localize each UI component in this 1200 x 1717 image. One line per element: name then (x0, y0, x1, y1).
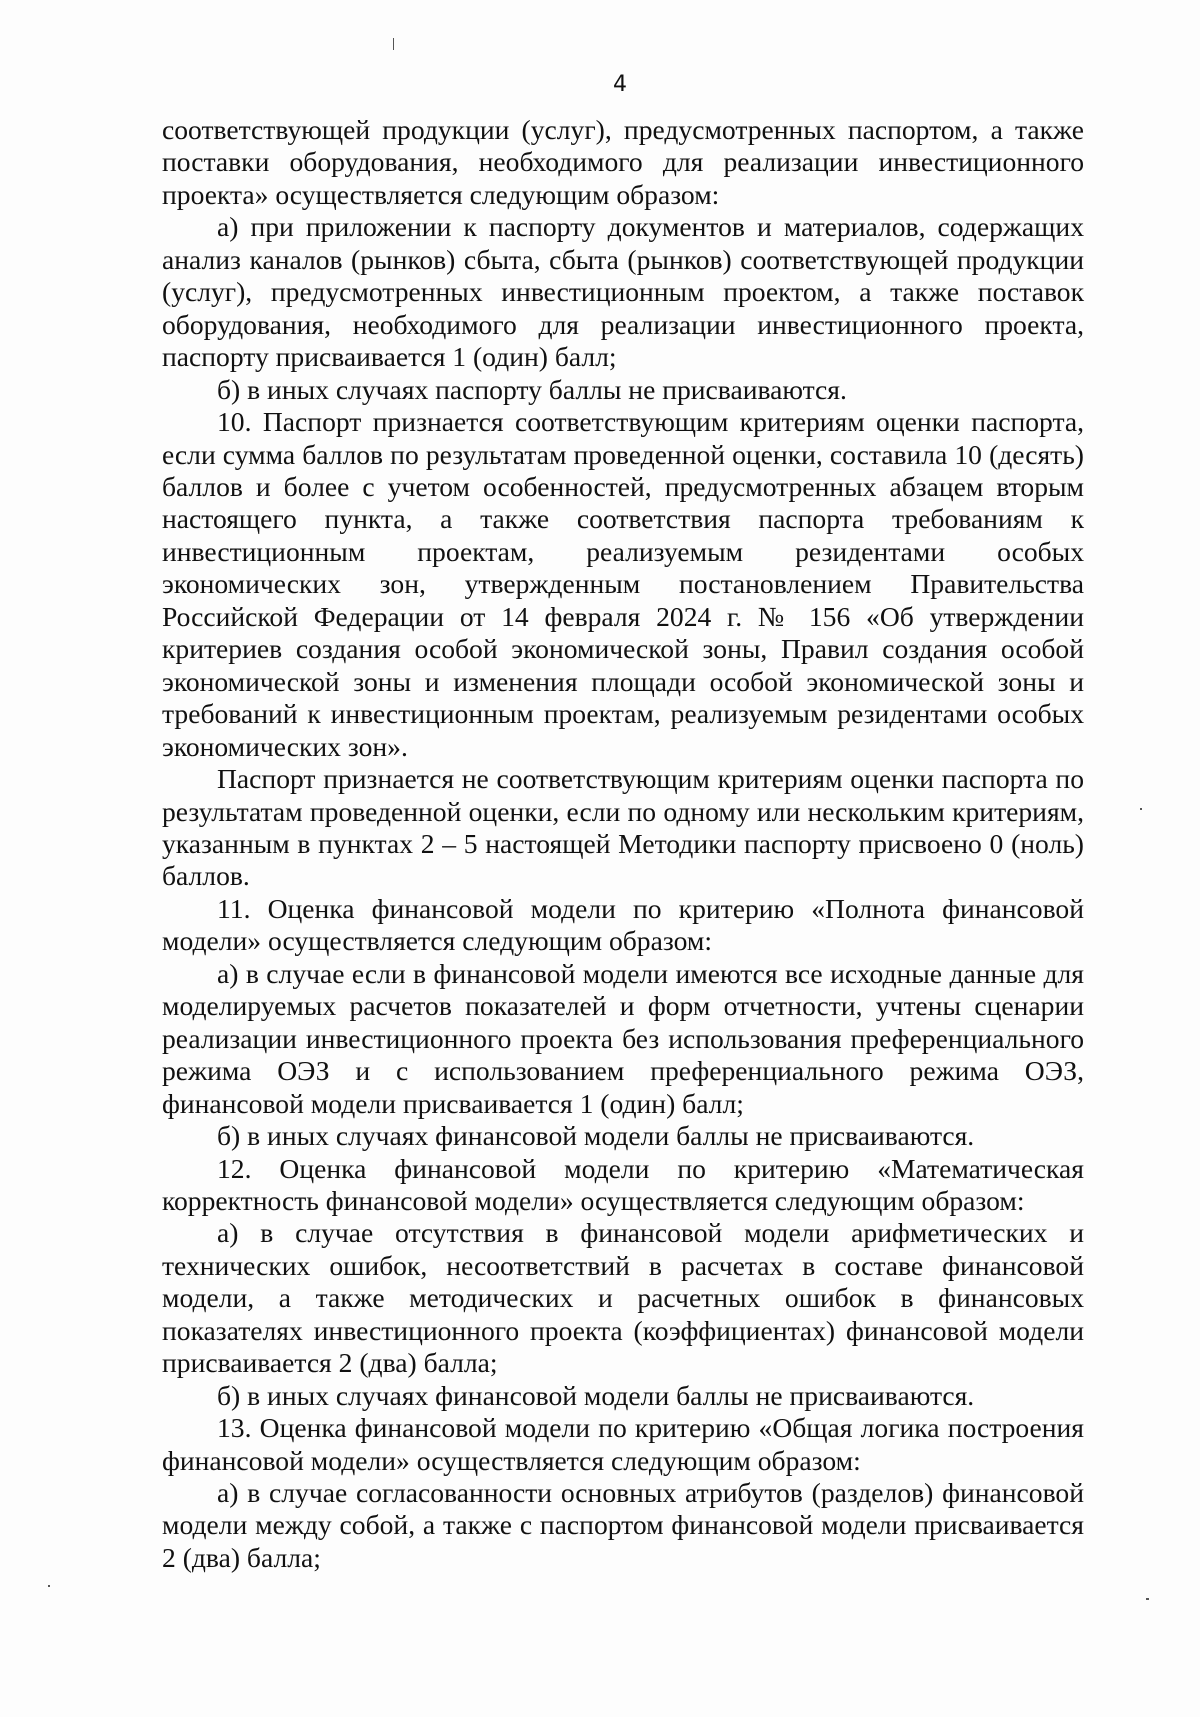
paragraph: б) в иных случаях финансовой модели баллы не присваиваются. (217, 1379, 975, 1411)
paragraph: а) в случае отсутствия в финансовой модели арифметических и технических ошибок, несоответствий в расчетах в составе финансовой модели, а также методических и расчетных ошибок в финансовых показателях инвестиционного проекта (коэффициентах) финансовой модели присваивается 2 (два) балла; (162, 1217, 1084, 1379)
paragraph: соответствующей продукции (услуг), предусмотренных паспортом, а также поставки оборудования, необходимого для реализации инвестиционного проекта» осуществляется следующим образом: (162, 114, 1084, 210)
paragraph: б) в иных случаях финансовой модели баллы не присваиваются. (217, 1120, 975, 1152)
scan-speck (48, 1585, 50, 1587)
scan-speck (1146, 1598, 1149, 1600)
scan-speck (393, 38, 394, 50)
paragraph: Паспорт признается не соответствующим критериям оценки паспорта по результатам проведенной оценки, если по одному или нескольким критериям, указанным в пунктах 2 – 5 настоящей Методики паспорту присвоено 0 (ноль) баллов. (162, 763, 1084, 892)
scan-speck (1140, 808, 1142, 810)
paragraph: а) при приложении к паспорту документов и материалов, содержащих анализ каналов (рынков) сбыта, сбыта (рынков) соответствующей продукции (услуг), предусмотренных инвестиционным проектом, а также поставок оборудования, необходимого для реализации инвестиционного проекта, паспорту присваивается 1 (один) балл; (162, 211, 1084, 373)
paragraph: 13. Оценка финансовой модели по критерию «Общая логика построения финансовой модели» осуществляется следующим образом: (162, 1412, 1084, 1476)
paragraph: б) в иных случаях паспорту баллы не присваиваются. (217, 373, 847, 405)
page-number: 4 (613, 72, 627, 97)
paragraph: 12. Оценка финансовой модели по критерию «Математическая корректность финансовой модели» осуществляется следующим образом: (162, 1152, 1084, 1216)
paragraph: а) в случае если в финансовой модели имеются все исходные данные для моделируемых расчетов показателей и форм отчетности, учтены сценарии реализации инвестиционного проекта без использования преференциального режима ОЭЗ и с использованием преференциального режима ОЭЗ, финансовой модели присваивается 1 (один) балл; (162, 957, 1084, 1119)
paragraph: 11. Оценка финансовой модели по критерию «Полнота финансовой модели» осуществляется следующим образом: (162, 892, 1084, 957)
document-body (162, 114, 1084, 1574)
paragraph: а) в случае согласованности основных атрибутов (разделов) финансовой модели между собой, а также с паспортом финансовой модели присваивается 2 (два) балла; (162, 1477, 1084, 1573)
paragraph: 10. Паспорт признается соответствующим критериям оценки паспорта, если сумма баллов по результатам проведенной оценки, составила 10 (десять) баллов и более с учетом особенностей, предусмотренных абзацем вторым настоящего пункта, а также соответствия паспорта требованиям к инвестиционным проектам, реализуемым резидентами особых экономических зон, утвержденным постановлением Правительства Российской Федерации от 14 февраля 2024 г. № 156 «Об утверждении критериев создания особой экономической зоны, Правил создания особой экономической зоны и изменения площади особой экономической зоны и требований к инвестиционным проектам, реализуемым резидентами особых экономических зон». (162, 406, 1084, 762)
